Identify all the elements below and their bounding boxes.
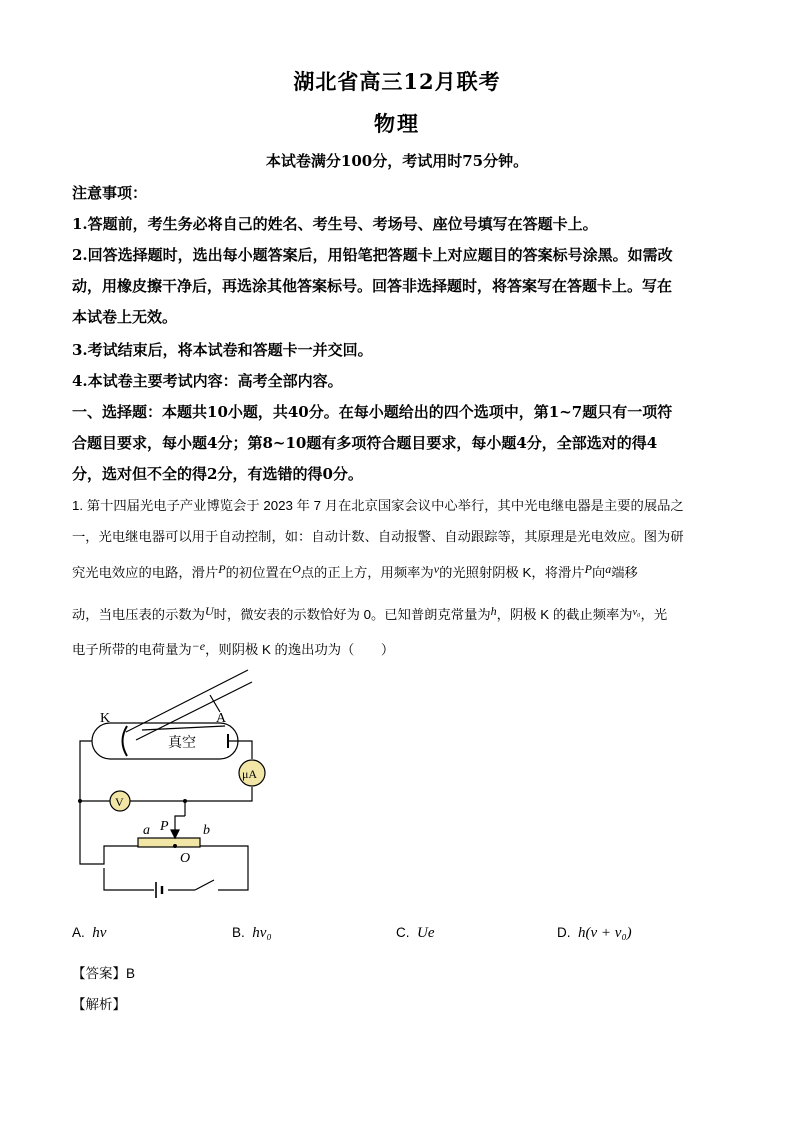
note-item-1: 1.答题前，考生务必将自己的姓名、考生号、考场号、座位号填写在答题卡上。 [72,215,598,233]
symbol-nu: ν [433,562,440,576]
wire [80,801,138,864]
question-1-line-3: 究光电效应的电路，滑片P的初位置在O点的正上方，用频率为ν的光照射阴极 K，将滑片P向a端移 [72,562,638,580]
symbol-nu0: ν₀ [632,607,641,618]
slider-P-head [171,830,179,838]
note-item-3: 3.考试结束后，将本试卷和答题卡一并交回。 [72,341,373,359]
symbol-O: O [292,562,301,576]
note-item-4: 4.本试卷主要考试内容：高考全部内容。 [72,372,343,390]
rheostat [138,838,200,847]
option-B[interactable]: B. hν₀ [232,925,272,941]
junction-dot [183,799,187,803]
junction-dot [173,844,177,848]
answer-line [72,962,135,982]
label-a: a [143,823,150,838]
junction-dot [78,799,82,803]
note-item-2-line-3: 本试卷上无效。 [72,308,178,326]
option-D[interactable]: D. h(ν + ν₀) [557,925,632,941]
wire [228,741,252,759]
label-vacuum: 真空 [168,736,196,751]
symbol-h: h [490,604,497,618]
wire [104,868,154,890]
wire [130,787,252,801]
symbol-neg-e: −e [191,639,206,653]
symbol-a: a [605,562,612,576]
option-C[interactable]: C. Ue [396,925,435,941]
label-microamp: μA [242,767,258,781]
analysis-label: 【解析】 [72,997,126,1013]
light-beam-line [210,695,220,712]
section-1-line-3: 分，选对但不全的得2分，有选错的得0分。 [72,465,363,483]
label-b: b [203,823,210,838]
subject-title: 物理 [374,111,420,136]
symbol-P: P [584,562,592,576]
section-1-line-2: 合题目要求，每小题4分；第8~10题有多项符合题目要求，每小题4分，全部选对的得4 [72,434,658,452]
section-1-line-1: 一、选择题：本题共10小题，共40分。在每小题给出的四个选项中，第1~7题只有一项符 [72,403,673,421]
photoelectric-circuit-diagram [70,668,270,908]
label-P: P [160,819,169,834]
answer-label: 【答案】 [72,966,126,982]
symbol-U: U [204,604,214,618]
electron-path-arrow [142,726,225,730]
switch [195,880,214,890]
exam-title: 湖北省高三12月联考 [293,69,501,94]
notes-heading: 注意事项： [72,184,148,202]
note-item-2-line-1: 2.回答选择题时，选出每小题答案后，用铅笔把答题卡上对应题目的答案标号涂黑。如需改 [72,246,673,264]
label-voltmeter: V [115,795,124,809]
exam-info: 本试卷满分100分，考试用时75分钟。 [265,152,529,170]
label-O: O [180,851,191,866]
cathode [123,726,128,756]
answer-value: B [126,966,136,981]
label-K: K [100,711,111,726]
question-1-line-4: 动，当电压表的示数为U时，微安表的示数恰好为 0。已知普朗克常量为h，阴极 K 的截止频率为$^{\nu_0}$，光 [72,604,668,622]
note-item-2-line-2: 动，用橡皮擦干净后，再选涂其他答案标号。回答非选择题时，将答案写在答题卡上。写在 [72,277,673,295]
label-A: A [216,711,227,726]
symbol-P: P [218,562,226,576]
question-1-line-1: 1. 第十四届光电子产业博览会于 2023 年 7 月在北京国家会议中心举行，其中光电继电器是主要的展品之 [72,498,684,513]
question-1-line-2: 一，光电继电器可以用于自动控制，如：自动计数、自动报警、自动跟踪等，其原理是光电效应。图为研 [72,529,684,544]
option-A[interactable]: A. hν [72,925,107,941]
question-1-line-5: 电子所带的电荷量为−e，则阴极 K 的逸出功为（ ） [72,639,395,657]
